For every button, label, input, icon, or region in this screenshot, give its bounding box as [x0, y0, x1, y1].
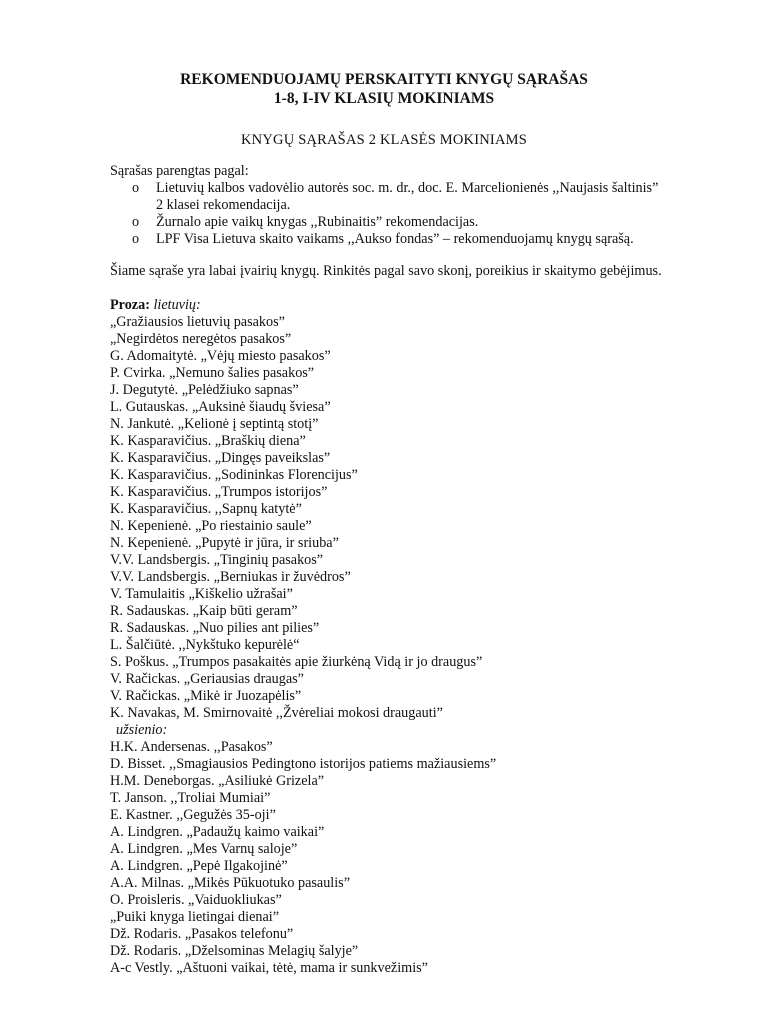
book-entry: A. Lindgren. „Padaužų kaimo vaikai” [110, 824, 325, 840]
book-entry: A-c Vestly. „Aštuoni vaikai, tėtė, mama ir sunkvežimis” [110, 960, 428, 976]
document-subtitle: KNYGŲ SĄRAŠAS 2 KLASĖS MOKINIAMS [241, 132, 527, 148]
sources-list [110, 180, 658, 248]
foreign-book-list [110, 739, 496, 977]
book-entry: „Gražiausios lietuvių pasakos” [110, 314, 285, 330]
source-item [110, 180, 658, 197]
book-entry: S. Poškus. „Trumpos pasakaitės apie žiurkėną Vidą ir jo draugus” [110, 654, 483, 670]
bullet-mark: o [132, 231, 140, 247]
prose-heading: Proza: [110, 297, 150, 313]
book-entry: G. Adomaitytė. „Vėjų miesto pasakos” [110, 348, 331, 364]
book-entry: V.V. Landsbergis. „Berniukas ir žuvėdros” [110, 569, 351, 585]
prose-section [110, 297, 496, 977]
book-entry: T. Janson. ,,Troliai Mumiai” [110, 790, 271, 806]
book-entry: K. Kasparavičius. „Sodininkas Florencijus” [110, 467, 358, 483]
book-entry: J. Degutytė. „Pelėdžiuko sapnas” [110, 382, 299, 398]
source-item [110, 231, 658, 248]
book-entry: N. Jankutė. „Kelionė į septintą stotį” [110, 416, 319, 432]
prose-heading-row [110, 297, 496, 314]
document-title-line-2: 1-8, I-IV KLASIŲ MOKINIAMS [273, 90, 495, 107]
source-text: Žurnalo apie vaikų knygas ,,Rubinaitis” rekomendacijas. [156, 214, 479, 230]
book-entry: Dž. Rodaris. „Pasakos telefonu” [110, 926, 294, 942]
book-entry: D. Bisset. ,,Smagiausios Pedingtono istorijos patiems mažiausiems” [110, 756, 497, 772]
bullet-mark: o [132, 180, 140, 196]
book-entry: R. Sadauskas. „Kaip būti geram” [110, 603, 298, 619]
book-entry: A. Lindgren. „Mes Varnų saloje” [110, 841, 298, 857]
book-entry: V. Tamulaitis „Kiškelio užrašai” [110, 586, 293, 602]
book-entry: V. Račickas. „Geriausias draugas” [110, 671, 304, 687]
book-entry: V. Račickas. „Mikė ir Juozapėlis” [110, 688, 302, 704]
book-entry: R. Sadauskas. „Nuo pilies ant pilies” [110, 620, 320, 636]
book-entry: P. Cvirka. „Nemuno šalies pasakos” [110, 365, 315, 381]
document-title-line-1: REKOMENDUOJAMŲ PERSKAITYTI KNYGŲ SĄRAŠAS [180, 71, 588, 88]
book-entry: H.M. Deneborgas. „Asiliukė Grizela” [110, 773, 325, 789]
book-entry: O. Proisleris. „Vaiduokliukas” [110, 892, 282, 908]
book-entry: A.A. Milnas. „Mikės Pūkuotuko pasaulis” [110, 875, 350, 891]
book-entry: K. Kasparavičius. ,,Sapnų katytė” [110, 501, 302, 517]
source-item [110, 214, 658, 231]
bullet-mark: o [132, 214, 140, 230]
book-entry: N. Kepenienė. „Po riestainio saule” [110, 518, 312, 534]
book-entry: N. Kepenienė. „Pupytė ir jūra, ir sriuba” [110, 535, 339, 551]
book-entry: K. Kasparavičius. „Dingęs paveikslas” [110, 450, 331, 466]
book-entry: „Negirdėtos neregėtos pasakos” [110, 331, 292, 347]
book-entry: K. Kasparavičius. „Braškių diena” [110, 433, 306, 449]
book-entry: K. Kasparavičius. „Trumpos istorijos” [110, 484, 328, 500]
source-item-continuation [110, 197, 658, 214]
source-text: 2 klasei rekomendacija. [156, 197, 291, 213]
book-entry: L. Šalčiūtė. ,,Nykštuko kepurėlė“ [110, 637, 300, 653]
foreign-label: užsienio: [116, 722, 168, 738]
book-entry: K. Navakas, M. Smirnovaitė ,,Žvėreliai mokosi draugauti” [110, 705, 443, 721]
book-entry: E. Kastner. ,,Gegužės 35-oji” [110, 807, 276, 823]
book-entry: A. Lindgren. „Pepė Ilgakojinė” [110, 858, 288, 874]
lithuanian-label: lietuvių: [153, 297, 201, 313]
source-text: Lietuvių kalbos vadovėlio autorės soc. m. dr., doc. E. Marcelionienės ,,Naujasis šaltinis” [156, 180, 659, 196]
book-entry: „Puiki knyga lietingai dienai” [110, 909, 280, 925]
selection-note: Šiame sąraše yra labai įvairių knygų. Rinkitės pagal savo skonį, poreikius ir skaitymo gebėjimus. [110, 263, 662, 279]
book-entry: H.K. Andersenas. ,,Pasakos” [110, 739, 273, 755]
book-entry: L. Gutauskas. „Auksinė šiaudų šviesa” [110, 399, 331, 415]
intro-lead: Sąrašas parengtas pagal: [110, 163, 249, 179]
lithuanian-book-list [110, 314, 496, 722]
book-entry: V.V. Landsbergis. „Tinginių pasakos” [110, 552, 324, 568]
book-entry: Dž. Rodaris. „Dželsominas Melagių šalyje” [110, 943, 359, 959]
source-text: LPF Visa Lietuva skaito vaikams ,,Aukso fondas” – rekomenduojamų knygų sąrašą. [156, 231, 634, 247]
